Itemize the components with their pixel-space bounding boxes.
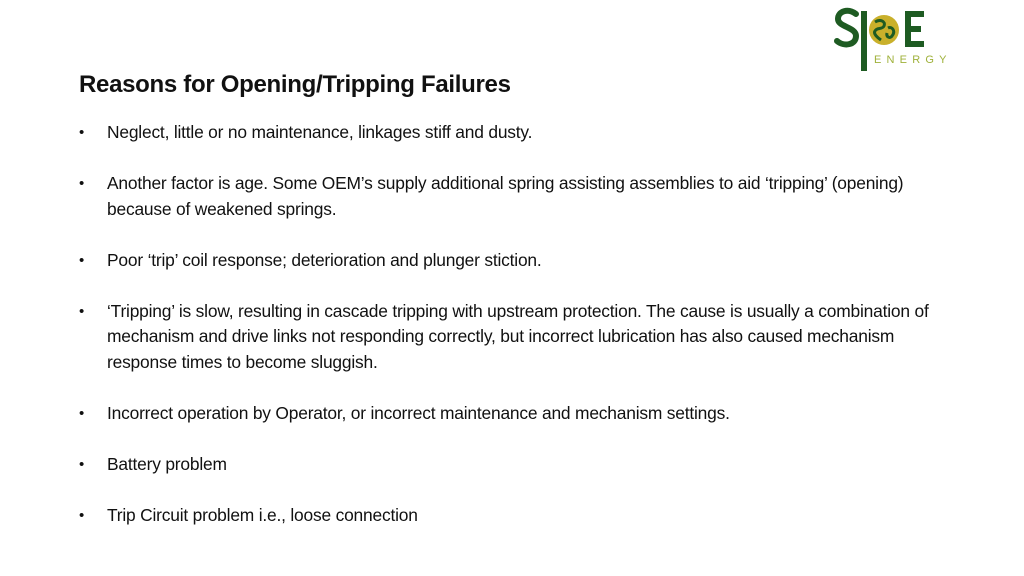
bullet-text: ‘Tripping’ is slow, resulting in cascade tripping with upstream protection. The cause is usually a combination of mechanism and drive links not responding correctly, but incorrect lubrication has also caused mechanism response times to become sluggish.: [107, 300, 929, 372]
bullet-text: Another factor is age. Some OEM’s supply additional spring assisting assemblies to aid ‘tripping’ (opening) because of weakened springs.: [107, 173, 904, 219]
bullet-point-icon: •: [79, 302, 85, 320]
bullet-point-icon: •: [79, 251, 85, 269]
bullet-text: Neglect, little or no maintenance, linkages stiff and dusty.: [107, 122, 533, 142]
bullet-item-trip-circuit: [79, 503, 959, 529]
bullet-item-age: [79, 171, 959, 222]
bullet-item-trip-coil: [79, 248, 959, 274]
bullet-text: Poor ‘trip’ coil response; deterioration and plunger stiction.: [107, 249, 542, 270]
bullet-point-icon: •: [79, 455, 85, 473]
bullet-item-incorrect-operation: [79, 401, 959, 427]
logo-energy-text: ENERGY: [874, 54, 952, 66]
bullet-point-icon: •: [79, 175, 85, 192]
bullet-point-icon: •: [79, 506, 85, 524]
bullet-item-neglect: [79, 120, 959, 146]
bullet-point-icon: •: [79, 124, 85, 141]
bullet-text: Incorrect operation by Operator, or incorrect maintenance and mechanism settings.: [107, 402, 730, 423]
bullet-point-icon: •: [79, 404, 85, 422]
bullet-item-slow-tripping: [79, 299, 959, 376]
bullet-text: Battery problem: [107, 453, 227, 474]
company-logo: [834, 6, 960, 76]
slide-title: Reasons for Opening/Tripping Failures: [79, 71, 511, 98]
bullet-list: [79, 120, 959, 554]
bullet-text: Trip Circuit problem i.e., loose connection: [107, 504, 418, 525]
bullet-item-battery: [79, 452, 959, 478]
